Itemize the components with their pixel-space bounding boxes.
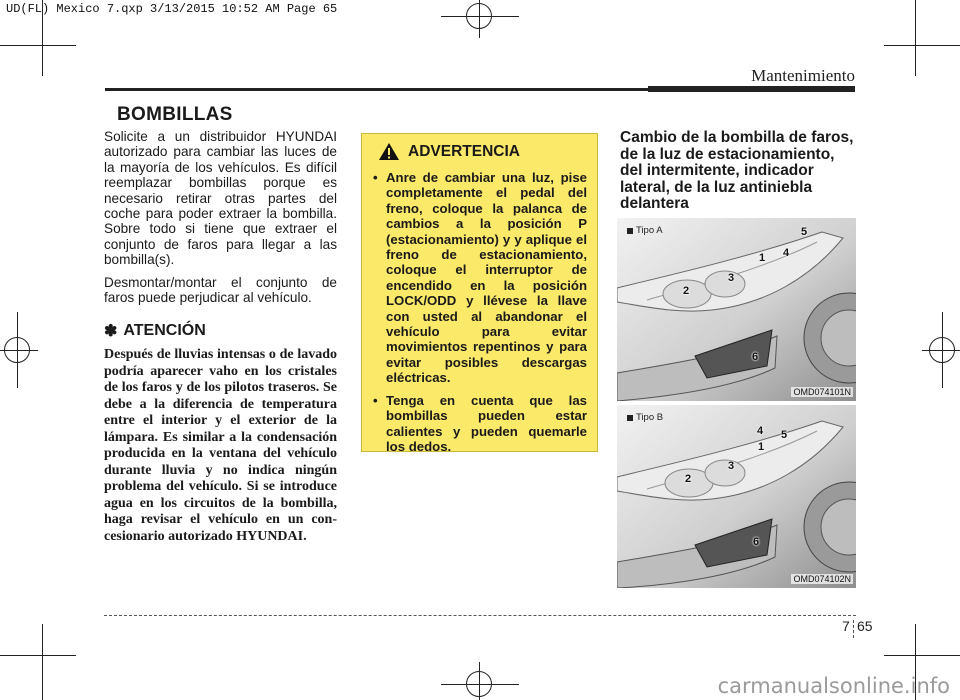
page-number: 65 [857,618,873,634]
intro-paragraph: Desmontar/montar el conjunto de faros puede perjudicar al vehículo. [104,274,337,306]
chapter-number: 7 [842,618,850,634]
figure-code: OMD074102N [793,574,851,584]
callout-number: 3 [728,272,735,284]
callout-number: 1 [758,441,765,453]
warning-item: • Tenga en cuenta que las bombillas pueden estar calientes y pueden quemarle los dedos. [373,392,587,454]
warning-item: • Anre de cambiar una luz, pise completamente el pedal del freno, coloque la palanca de cambios a la posición P (estacionamiento) y y aplique el freno de estacionamiento, coloque el interruptor de encendido en la posición LOCK/ODD y llévese la llave con usted al abandonar el vehículo para evitar movimientos repentinos y para evitar posibles descargas eléctricas. [373,170,587,386]
attention-body: Después de lluvias intensas o de lavado podría aparecer vaho en los cristales de los faros y de los pilotos traseros. Se debe a la diferencia de temperatura entre el interior y el exterior de la lámpara. Es similar a la condensación producida en la ventana del vehículo durante lluvia y no indica ningún problema del vehículo. Si se introduce agua en los circuitos de la bombilla, haga revisar el vehículo en un con-cesionario autorizado HYUNDAI. [104,347,337,544]
intro-paragraph: Solicite a un distribuidor HYUNDAI autorizado para cambiar las luces de la mayoría de los vehículos. Es difícil reemplazar bombillas porque es necesario retirar otras partes del coche para poder extraer la bombilla. Sobre todo si tiene que extraer el conjunto de faros para llegar a las bombilla(s). [104,129,337,268]
header-rule-accent [648,86,855,92]
callout-number: 4 [757,425,764,437]
callout-number: 6 [753,536,760,548]
warning-title: ADVERTENCIA [408,142,520,160]
attention-title: ATENCIÓN [123,322,206,340]
headlamp-illustration [617,405,856,588]
headlamp-illustration [617,218,856,401]
attention-heading [104,321,337,341]
callout-number: 2 [683,285,690,297]
callout-number: 1 [759,252,766,264]
figure-label: Tipo B [627,412,663,423]
callout-number: 3 [728,460,735,472]
figure-label: Tipo A [627,225,663,236]
warning-list [372,170,587,454]
page-title: BOMBILLAS [117,104,233,125]
warning-heading [378,142,587,161]
warning-triangle-icon [378,142,400,161]
headlamp-figure-type-b [617,405,856,588]
watermark: carmanualsonline.info [717,674,950,698]
callout-number: 6 [752,351,759,363]
left-column [104,129,337,545]
section-label: Mantenimiento [751,66,855,85]
callout-number: 4 [783,247,790,259]
attention-icon: ✽ [104,323,118,341]
footer-rule [104,615,856,616]
bullet-icon: • [373,392,378,408]
warning-box [361,133,598,452]
figure-code: OMD074101N [793,387,851,397]
callout-number: 5 [801,226,808,238]
square-bullet-icon [627,228,633,234]
subsection-title: Cambio de la bombilla de faros, de la luz de estacionamiento, del intermitente, indicador lateral, de la luz antiniebla delantera [620,129,854,212]
callout-number: 5 [781,429,788,441]
page-number-separator [853,620,855,638]
square-bullet-icon [627,415,633,421]
callout-number: 2 [685,473,692,485]
print-file-header: UD(FL) Mexico 7.qxp 3/13/2015 10:52 AM Page 65 [6,2,338,16]
bullet-icon: • [373,170,378,185]
headlamp-figure-type-a [617,218,856,401]
